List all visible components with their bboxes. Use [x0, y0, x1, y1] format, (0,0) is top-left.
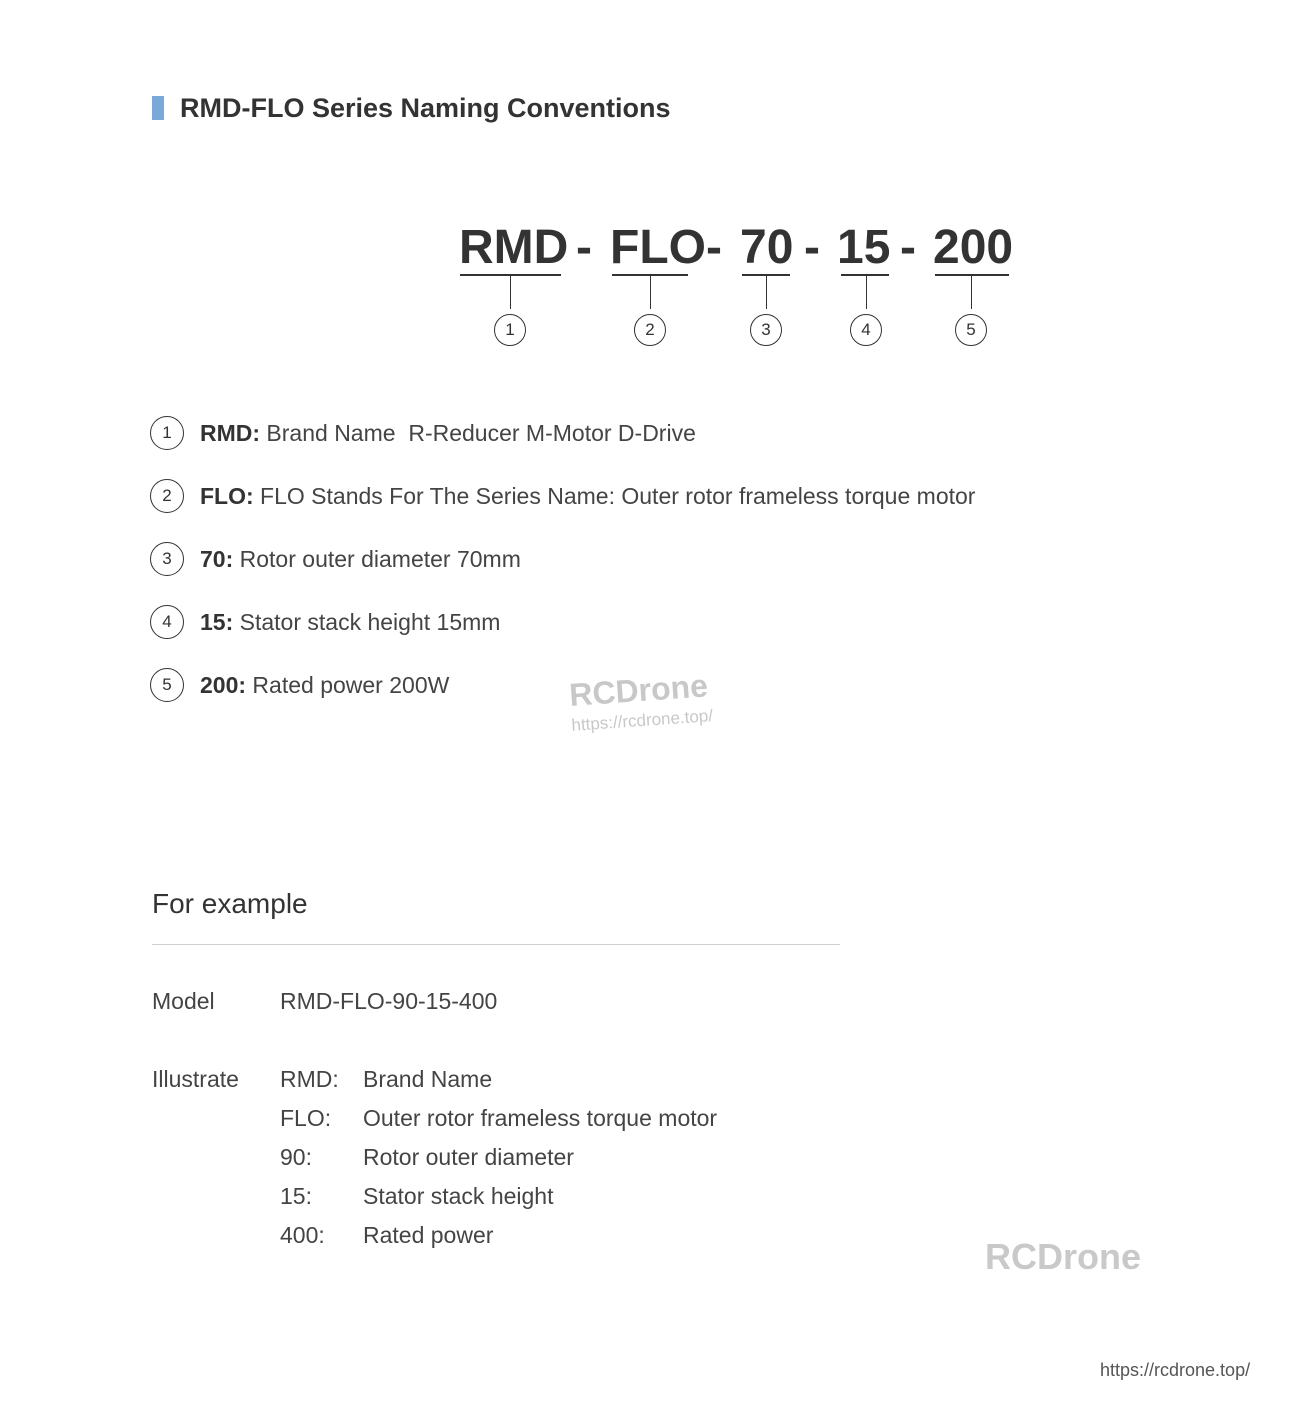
definition-number: 1 [150, 416, 184, 450]
code-separator: - [900, 221, 916, 274]
illustrate-code: 90: [280, 1144, 312, 1170]
definition-number: 2 [150, 479, 184, 513]
watermark-url: https://rcdrone.top/ [570, 706, 714, 735]
definition-text [200, 609, 500, 636]
segment-connector [971, 276, 972, 309]
illustrate-desc: Rated power [363, 1222, 494, 1248]
definition-text [200, 420, 696, 447]
definition-desc: FLO Stands For The Series Name: Outer rotor frameless torque motor [253, 482, 976, 509]
code-segment-rmd: RMD [459, 221, 569, 274]
code-separator: - [576, 221, 592, 274]
code-segment-70: 70 [740, 221, 794, 274]
watermark [568, 667, 714, 736]
model-label: Model [152, 988, 215, 1014]
code-segment-200: 200 [933, 221, 1014, 274]
definition-desc: Stator stack height 15mm [233, 608, 501, 635]
illustrate-list [280, 1066, 717, 1261]
definition-number: 3 [150, 542, 184, 576]
segment-marker-5: 5 [955, 314, 987, 346]
example-title: For example [152, 888, 308, 919]
segment-connector [510, 276, 511, 309]
illustrate-desc: Stator stack height [363, 1183, 554, 1209]
naming-code-diagram [0, 0, 1300, 380]
definition-desc: Rotor outer diameter 70mm [233, 545, 521, 572]
segment-underline [935, 274, 1009, 276]
illustrate-code: 15: [280, 1183, 312, 1209]
definition-key: 15: [200, 608, 234, 635]
list-item [280, 1066, 717, 1105]
list-item [150, 603, 975, 641]
definition-number: 5 [150, 668, 184, 702]
list-item [280, 1183, 717, 1222]
code-segment-15: 15 [837, 221, 891, 274]
definition-text [200, 483, 975, 510]
segment-connector [866, 276, 867, 309]
illustrate-code: 400: [280, 1222, 325, 1248]
segment-marker-1: 1 [494, 314, 526, 346]
code-separator: - [804, 221, 820, 274]
list-item [150, 540, 975, 578]
watermark-brand: RCDrone [568, 667, 709, 713]
illustrate-desc: Rotor outer diameter [363, 1144, 574, 1170]
segment-marker-4: 4 [850, 314, 882, 346]
list-item [150, 477, 975, 515]
illustrate-desc: Brand Name [363, 1066, 493, 1092]
illustrate-label: Illustrate [152, 1066, 239, 1092]
illustrate-code: FLO: [280, 1105, 332, 1131]
segment-marker-3: 3 [750, 314, 782, 346]
definition-key: 200: [200, 671, 247, 698]
definition-text [200, 546, 521, 573]
definition-desc: Rated power 200W [246, 671, 450, 698]
list-item [280, 1105, 717, 1144]
definition-key: RMD: [200, 419, 261, 446]
definition-key: FLO: [200, 482, 254, 509]
model-value: RMD-FLO-90-15-400 [280, 988, 498, 1014]
definition-key: 70: [200, 545, 234, 572]
code-separator: - [706, 221, 722, 274]
list-item [280, 1222, 717, 1261]
watermark-brand-corner: RCDrone [985, 1236, 1142, 1277]
definition-desc: Brand Name R-Reducer M-Motor D-Drive [260, 419, 696, 446]
segment-underline [841, 274, 889, 276]
footer-url: https://rcdrone.top/ [1100, 1360, 1251, 1380]
list-item [150, 666, 975, 704]
list-item [150, 414, 975, 452]
illustrate-code: RMD: [280, 1066, 339, 1092]
page-title: RMD-FLO Series Naming Conventions [180, 92, 671, 123]
segment-marker-2: 2 [634, 314, 666, 346]
definition-list [150, 414, 975, 729]
definition-number: 4 [150, 605, 184, 639]
divider [152, 944, 840, 945]
segment-connector [650, 276, 651, 309]
illustrate-desc: Outer rotor frameless torque motor [363, 1105, 718, 1131]
definition-text [200, 672, 449, 699]
segment-connector [766, 276, 767, 309]
list-item [280, 1144, 717, 1183]
code-segment-flo: FLO [610, 221, 706, 274]
